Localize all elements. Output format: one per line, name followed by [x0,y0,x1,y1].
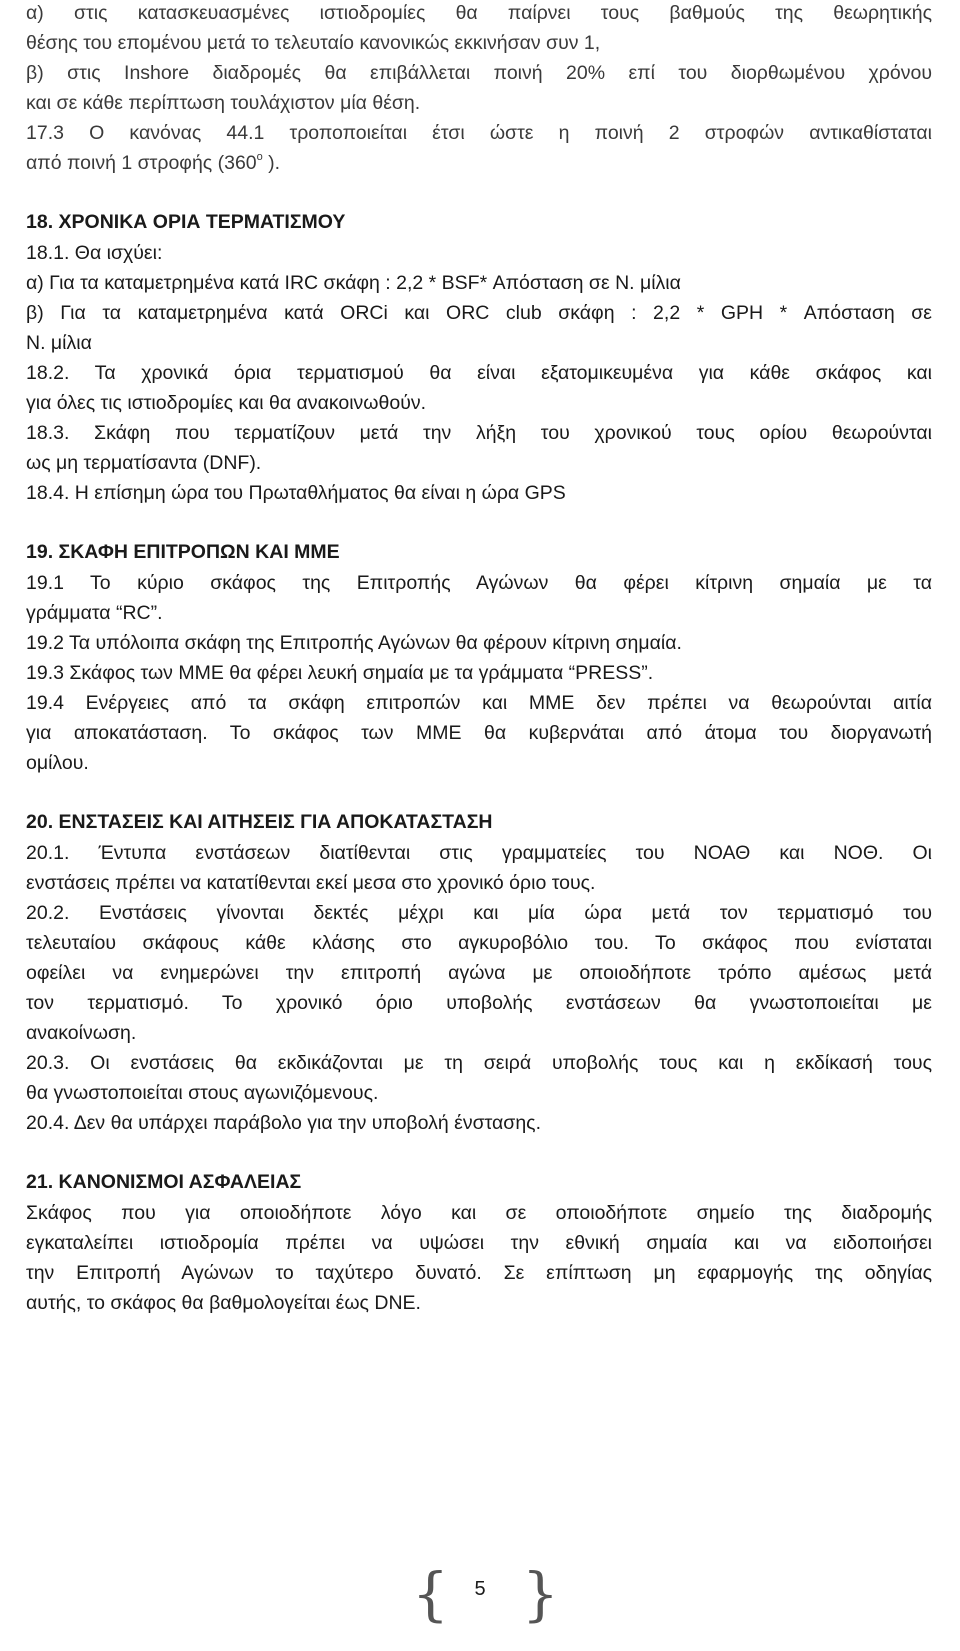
text-line: 20.3. Οι ενστάσεις θα εκδικάζονται με τη σειρά υποβολής τους και η εκδίκασή τους [26,1052,932,1074]
text-line: για αποκατάσταση. Το σκάφος των ΜΜΕ θα κυβερνάται από άτομα του διοργανωτή [26,722,932,744]
text-line: ως μη τερματίσαντα (DNF). [26,452,262,474]
text-line: 18.2. Τα χρονικά όρια τερματισμού θα είναι εξατομικευμένα για κάθε σκάφος και [26,362,932,384]
text-line: β) στις Inshore διαδρομές θα επιβάλλεται ποινή 20% επί του διορθωμένου χρόνου [26,62,932,84]
text-line: 19.1 Το κύριο σκάφος της Επιτροπής Αγώνων θα φέρει κίτρινη σημαία με τα [26,572,932,594]
text-line: α) στις κατασκευασμένες ιστιοδρομίες θα παίρνει τους βαθμούς της θεωρητικής [26,2,932,24]
text-line: ενστάσεις πρέπει να κατατίθενται εκεί μεσα στο χρονικό όριο τους. [26,872,596,894]
text-line: γράμματα “RC”. [26,602,163,624]
text-line: 20.1. Έντυπα ενστάσεων διατίθενται στις γραμματείες του ΝΟΑΘ και ΝΟΘ. Οι [26,842,932,864]
text-line: ανακοίνωση. [26,1022,137,1044]
section-heading-19: 19. ΣΚΑΦΗ ΕΠΙΤΡΟΠΩΝ ΚΑΙ ΜΜΕ [26,541,340,563]
text-line: οφείλει να ενημερώνει την επιτροπή αγώνα με οποιοδήποτε τρόπο αμέσως μετά [26,962,932,984]
text-line: 19.2 Τα υπόλοιπα σκάφη της Επιτροπής Αγώνων θα φέρουν κίτρινη σημαία. [26,632,682,654]
text-line: ομίλου. [26,752,89,774]
text-line: την Επιτροπή Αγώνων το ταχύτερο δυνατό. Σε επίπτωση μη εφαρμογής της οδηγίας [26,1262,932,1284]
text-line: 17.3 Ο κανόνας 44.1 τροποποιείται έτσι ώστε η ποινή 2 στροφών αντικαθίσταται [26,122,932,144]
text-line [26,150,932,176]
text-line: για όλες τις ιστιοδρομίες και θα ανακοινωθούν. [26,392,427,414]
text-line: 18.1. Θα ισχύει: [26,242,163,264]
text-line: 20.2. Ενστάσεις γίνονται δεκτές μέχρι και μία ώρα μετά τον τερματισμό του [26,902,932,924]
text-line: 18.3. Σκάφη που τερματίζουν μετά την λήξη του χρονικού τους ορίου θεωρούνται [26,422,932,444]
text-line: τον τερματισμό. Το χρονικό όριο υποβολής ενστάσεων θα γνωστοποιείται με [26,992,932,1014]
text-line: εγκαταλείπει ιστιοδρομία πρέπει να υψώσει την εθνική σημαία και να ειδοποιήσει [26,1232,932,1254]
footer-brace-left: { [412,1560,449,1628]
text-line: 19.3 Σκάφος των ΜΜΕ θα φέρει λευκή σημαία με τα γράμματα “PRESS”. [26,662,654,684]
text-fragment: από ποινή 1 στροφής (360 [26,152,257,174]
text-line: και σε κάθε περίπτωση τουλάχιστον μία θέση. [26,92,421,114]
text-fragment: ). [262,152,281,174]
text-line: Σκάφος που για οποιοδήποτε λόγο και σε οποιοδήποτε σημείο της διαδρομής [26,1202,932,1224]
text-line: α) Για τα καταμετρημένα κατά IRC σκάφη : 2,2 * BSF* Απόσταση σε Ν. μίλια [26,272,681,294]
degree-superscript: o [256,151,263,163]
text-line: β) Για τα καταμετρημένα κατά ORCi και ORC club σκάφη : 2,2 * GPH * Απόσταση σε [26,302,932,324]
page-number: 5 [474,1578,486,1600]
text-line: τελευταίου σκάφους κάθε κλάσης στο αγκυροβόλιο του. Το σκάφος που ενίσταται [26,932,932,954]
footer-brace-right: } [522,1560,559,1628]
text-line: Ν. μίλια [26,332,92,354]
section-heading-21: 21. ΚΑΝΟΝΙΣΜΟΙ ΑΣΦΑΛΕΙΑΣ [26,1171,302,1193]
text-line: 19.4 Ενέργειες από τα σκάφη επιτροπών και ΜΜΕ δεν πρέπει να θεωρούνται αιτία [26,692,932,714]
section-heading-18: 18. ΧΡΟΝΙΚΑ ΟΡΙΑ ΤΕΡΜΑΤΙΣΜΟΥ [26,211,346,233]
text-line: αυτής, το σκάφος θα βαθμολογείται έως DNE. [26,1292,421,1314]
text-line: θέσης του επομένου μετά το τελευταίο κανονικώς εκκινήσαν συν 1, [26,32,601,54]
text-line: 20.4. Δεν θα υπάρχει παράβολο για την υποβολή ένστασης. [26,1112,541,1134]
section-heading-20: 20. ΕΝΣΤΑΣΕΙΣ ΚΑΙ ΑΙΤΗΣΕΙΣ ΓΙΑ ΑΠΟΚΑΤΑΣΤΑΣΗ [26,811,493,833]
text-line: θα γνωστοποιείται στους αγωνιζόμενους. [26,1082,379,1104]
text-line: 18.4. Η επίσημη ώρα του Πρωταθλήματος θα είναι η ώρα GPS [26,482,566,504]
